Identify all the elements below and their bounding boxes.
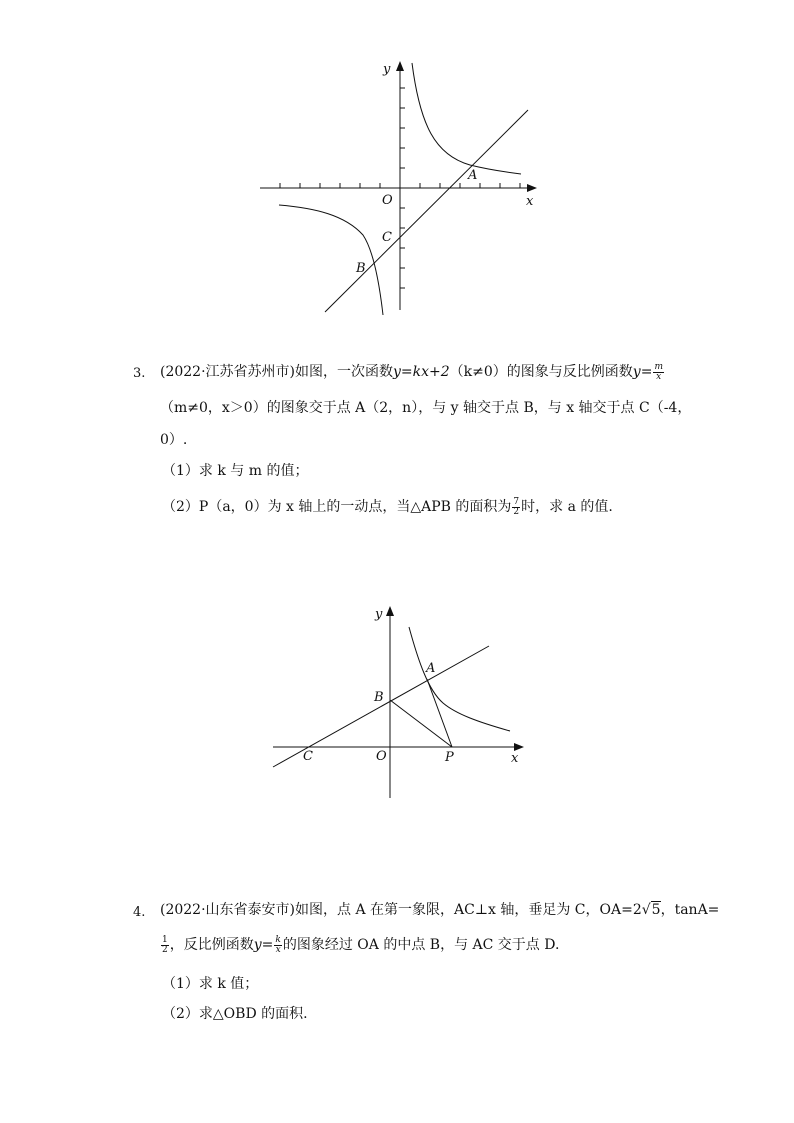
x-axis-arrow — [514, 743, 524, 751]
linear-function-line — [325, 110, 528, 312]
point-b-label: B — [374, 690, 384, 705]
question-3-line-1 — [160, 362, 665, 382]
q4-line1-text-a: (2022·山东省泰安市)如图，点 A 在第一象限，AC⊥x 轴，垂足为 C，OA=2 — [160, 902, 642, 918]
question-4-line-1 — [160, 900, 719, 920]
origin-label: O — [382, 193, 393, 208]
q4-frac2-numerator: k — [275, 934, 281, 945]
q3-frac2-denominator: 2 — [513, 506, 520, 517]
hyperbola-branch-3 — [279, 205, 383, 315]
point-b-label: B — [356, 261, 366, 276]
q3-part2-text-b: 时，求 a 的值. — [521, 499, 613, 515]
question-4-part-1: （1）求 k 值； — [162, 976, 259, 992]
y-axis-arrow — [386, 606, 394, 616]
q3-line1-equation: y=kx+2 — [393, 364, 450, 380]
hyperbola-branch-1 — [412, 63, 521, 174]
x-axis-arrow — [527, 184, 537, 192]
point-a-label: A — [468, 168, 478, 183]
figure-1-svg — [255, 55, 545, 320]
hyperbola-curve — [409, 627, 510, 731]
q4-fraction-k-over-x — [274, 936, 281, 955]
question-4-line-2 — [160, 935, 559, 955]
q3-line1-y: y= — [632, 364, 653, 380]
question-3-line-2: （m≠0，x＞0）的图象交于点 A（2，n），与 y 轴交于点 B，与 x 轴交于点 C（-4， — [160, 400, 692, 416]
q3-line1-text-a: (2022·江苏省苏州市)如图，一次函数 — [160, 364, 394, 380]
point-c-label: C — [303, 749, 313, 764]
q3-fraction-m-over-x — [653, 363, 664, 382]
point-a-label: A — [426, 661, 436, 676]
q3-frac-numerator: m — [654, 361, 663, 372]
figure-2-svg — [268, 600, 533, 805]
question-3-part-1: （1）求 k 与 m 的值； — [162, 463, 309, 479]
question-3-part-2 — [162, 497, 613, 517]
x-axis-label: x — [511, 751, 519, 766]
question-3-number: 3. — [133, 366, 146, 381]
sqrt-symbol: √ — [641, 902, 651, 918]
y-axis-label: y — [375, 607, 383, 622]
q3-line1-text-b: （k≠0）的图象与反比例函数 — [449, 364, 633, 380]
question-3-line-3: 0）. — [160, 432, 188, 448]
point-c-label: C — [382, 230, 392, 245]
point-p-label: P — [445, 750, 454, 765]
q4-line2-y: y= — [253, 937, 274, 953]
q4-fraction-1-over-2 — [161, 936, 169, 955]
figure-2-graph — [268, 600, 533, 805]
q4-line2-text-b: 的图象经过 OA 的中点 B，与 AC 交于点 D. — [282, 937, 560, 953]
q3-frac-denominator: x — [656, 371, 662, 382]
q4-line1-text-b: ，tanA= — [660, 902, 720, 918]
question-4-part-2: （2）求△OBD 的面积. — [162, 1006, 308, 1022]
q3-part2-text-a: （2）P（a，0）为 x 轴上的一动点，当△APB 的面积为 — [162, 499, 512, 515]
question-4-number: 4. — [133, 905, 146, 920]
q4-line2-text-a: ，反比例函数 — [169, 937, 254, 953]
y-axis-label: y — [383, 62, 391, 77]
q4-frac-numerator: 1 — [162, 934, 168, 945]
segment-ap — [427, 679, 452, 747]
y-axis-arrow — [396, 61, 404, 71]
q3-frac2-numerator: 7 — [513, 496, 520, 507]
q4-sqrt-radicand: 5 — [651, 902, 661, 918]
x-axis-label: x — [526, 194, 534, 209]
figure-1-graph — [255, 55, 545, 320]
segment-bp — [390, 700, 452, 747]
q4-frac2-denominator: x — [275, 944, 281, 955]
q4-frac-denominator: 2 — [162, 944, 168, 955]
origin-label: O — [376, 749, 387, 764]
q3-fraction-7-over-2 — [512, 498, 520, 517]
